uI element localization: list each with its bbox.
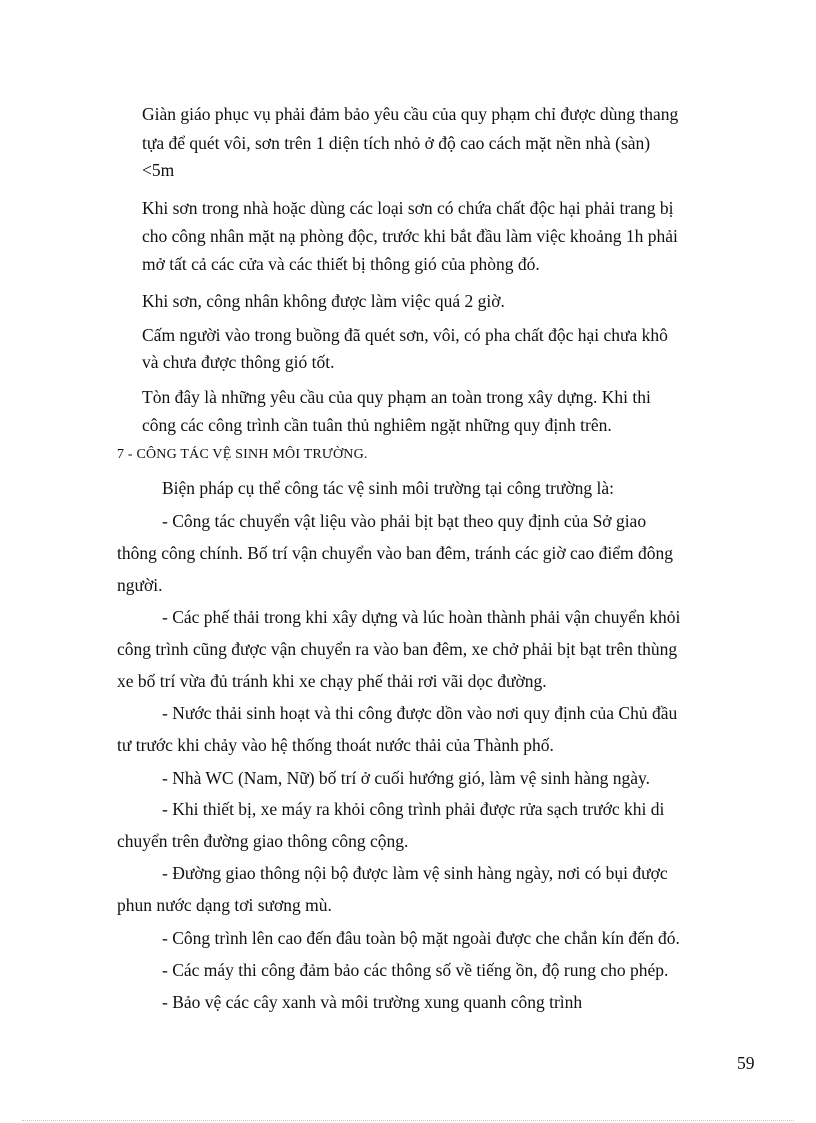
paragraph-2-line-2: cho công nhân mặt nạ phòng độc, trước khi bắt đầu làm việc khoảng 1h phải	[142, 226, 678, 246]
measure-2-line-1: - Các phế thải trong khi xây dựng và lúc hoàn thành phải vận chuyển khỏi	[162, 607, 681, 627]
measure-5-line-2: chuyển trên đường giao thông công cộng.	[117, 831, 409, 851]
paragraph-2-line-3: mở tất cả các cửa và các thiết bị thông gió của phòng đó.	[142, 254, 540, 274]
measure-5-line-1: - Khi thiết bị, xe máy ra khỏi công trình phải được rửa sạch trước khi di	[162, 799, 665, 819]
paragraph-5-line-1: Tòn đây là những yêu cầu của quy phạm an toàn trong xây dựng. Khi thi	[142, 387, 651, 407]
measure-2-line-2: công trình cũng được vận chuyển ra vào ban đêm, xe chở phải bịt bạt trên thùng	[117, 639, 678, 659]
intro-text: Biện pháp cụ thể công tác vệ sinh môi trường tại công trường là:	[162, 478, 615, 498]
measure-4-line-1: - Nhà WC (Nam, Nữ) bố trí ở cuối hướng gió, làm vệ sinh hàng ngày.	[162, 768, 651, 788]
measure-1-line-1: - Công tác chuyển vật liệu vào phải bịt bạt theo quy định của Sở giao	[162, 511, 647, 531]
measure-1-line-3: người.	[117, 575, 163, 595]
paragraph-1-line-3: <5m	[142, 160, 175, 180]
paragraph-2-line-1: Khi sơn trong nhà hoặc dùng các loại sơn có chứa chất độc hại phải trang bị	[142, 198, 674, 218]
page-number: 59	[737, 1053, 755, 1073]
paragraph-3-line-1: Khi sơn, công nhân không được làm việc quá 2 giờ.	[142, 291, 505, 311]
bottom-divider	[22, 1120, 794, 1121]
measure-7-line-1: - Công trình lên cao đến đâu toàn bộ mặt ngoài được che chắn kín đến đó.	[162, 928, 680, 948]
paragraph-4-line-2: và chưa được thông gió tốt.	[142, 352, 335, 372]
measure-6-line-1: - Đường giao thông nội bộ được làm vệ sinh hàng ngày, nơi có bụi được	[162, 863, 668, 883]
measure-3-line-1: - Nước thải sinh hoạt và thi công được dồn vào nơi quy định của Chủ đầu	[162, 703, 678, 723]
measure-3-line-2: tư trước khi chảy vào hệ thống thoát nước thải của Thành phố.	[117, 735, 554, 755]
paragraph-1-line-2: tựa để quét vôi, sơn trên 1 diện tích nhỏ ở độ cao cách mặt nền nhà (sàn)	[142, 133, 651, 153]
paragraph-1-line-1: Giàn giáo phục vụ phải đảm bảo yêu cầu của quy phạm chỉ được dùng thang	[142, 104, 679, 124]
measure-9-line-1: - Bảo vệ các cây xanh và môi trường xung quanh công trình	[162, 992, 583, 1012]
measure-8-line-1: - Các máy thi công đảm bảo các thông số về tiếng ồn, độ rung cho phép.	[162, 960, 669, 980]
measure-1-line-2: thông công chính. Bố trí vận chuyển vào ban đêm, tránh các giờ cao điểm đông	[117, 543, 673, 563]
paragraph-5-line-2: công các công trình cần tuân thủ nghiêm ngặt những quy định trên.	[142, 415, 612, 435]
measure-2-line-3: xe bố trí vừa đủ tránh khi xe chạy phế thải rơi vãi dọc đường.	[117, 671, 547, 691]
measure-6-line-2: phun nước dạng tơi sương mù.	[117, 895, 332, 915]
section-heading: 7 - CÔNG TÁC VỆ SINH MÔI TRƯỜNG.	[117, 447, 368, 462]
paragraph-4-line-1: Cấm người vào trong buồng đã quét sơn, vôi, có pha chất độc hại chưa khô	[142, 325, 668, 345]
